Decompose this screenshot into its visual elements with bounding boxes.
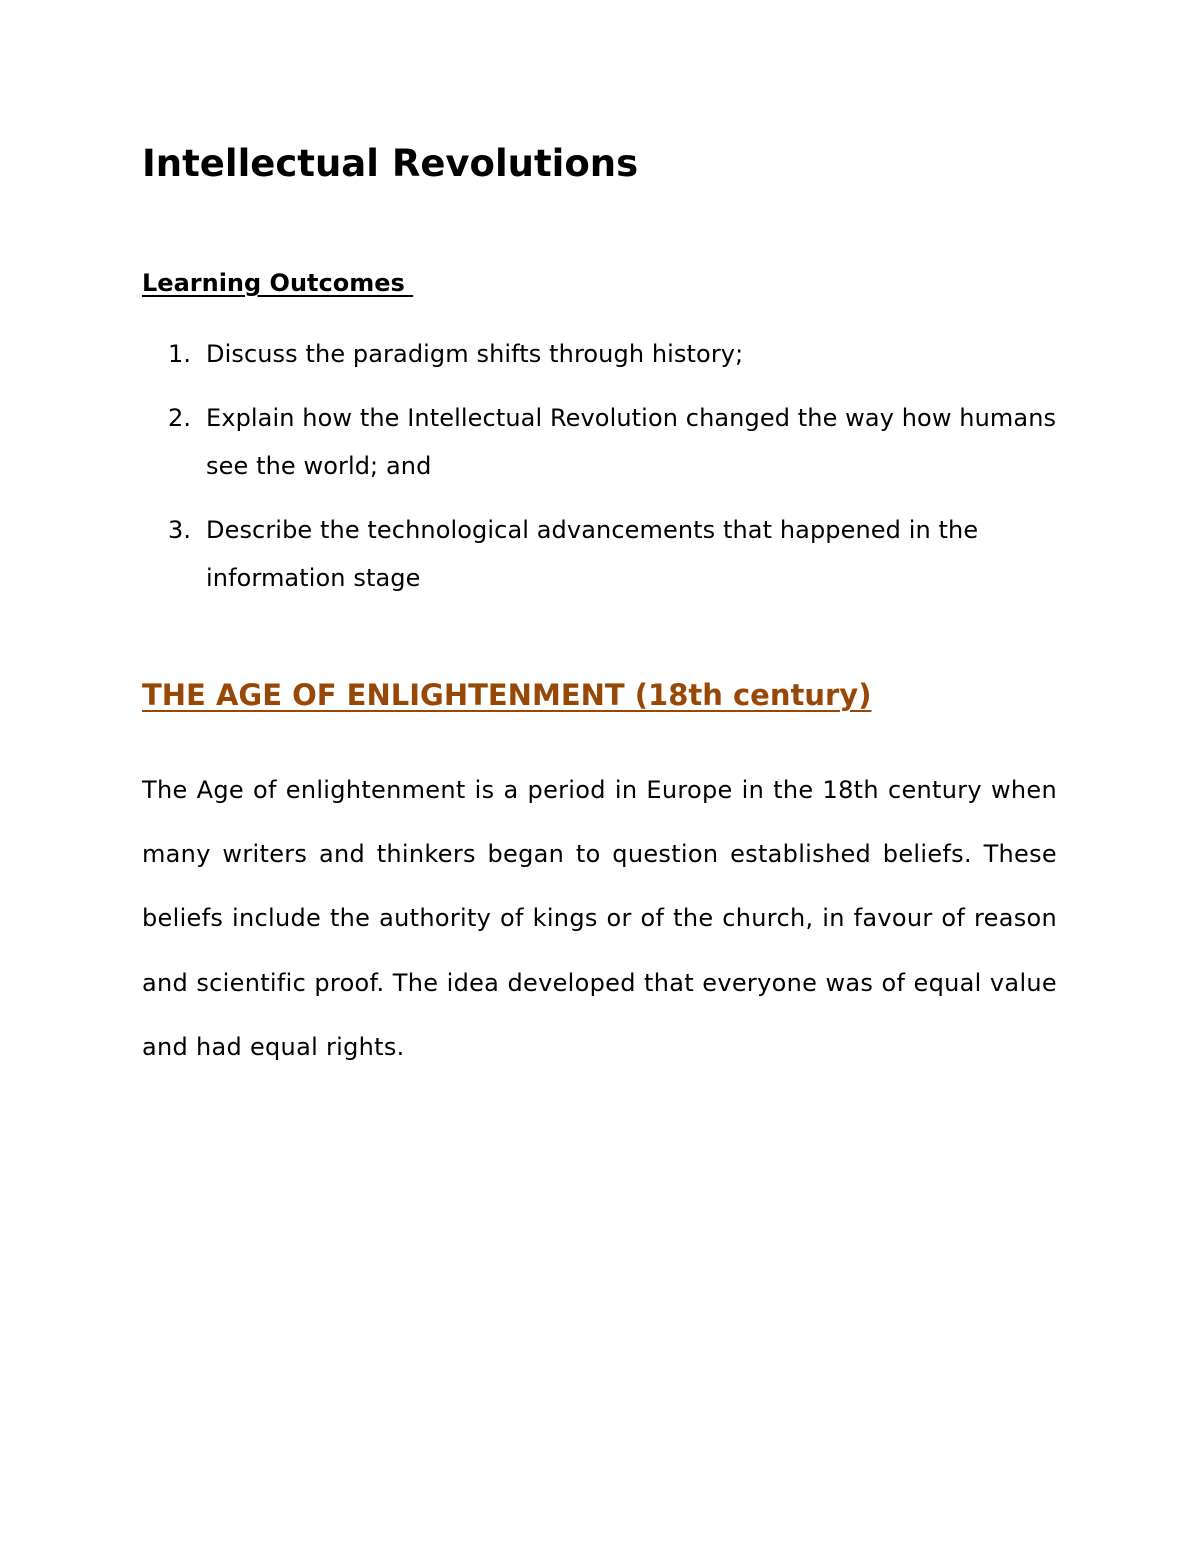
list-item-text: Describe the technological advancements that happened in the information stage [206, 516, 979, 592]
list-item [142, 330, 1062, 378]
list-item-number: 3. [168, 516, 192, 544]
learning-outcomes-list [142, 330, 1062, 618]
list-item [142, 394, 1062, 490]
document-title: Intellectual Revolutions [142, 142, 639, 185]
list-item-number: 2. [168, 404, 192, 432]
list-item-number: 1. [168, 340, 192, 368]
list-item-text: Explain how the Intellectual Revolution changed the way how humans see the world; and [206, 404, 1057, 480]
learning-outcomes-heading: Learning Outcomes [142, 269, 414, 297]
body-paragraph: The Age of enlightenment is a period in Europe in the 18th century when many writers and thinkers began to question established beliefs. These beliefs include the authority of kings or of the church, in favour of reason and scientific proof. The idea developed that everyone was of equal value and had equal rights. [142, 776, 1057, 1061]
list-item [142, 506, 1062, 602]
list-item-text: Discuss the paradigm shifts through history; [206, 340, 744, 368]
section-heading: THE AGE OF ENLIGHTENMENT (18th century) [142, 678, 872, 712]
